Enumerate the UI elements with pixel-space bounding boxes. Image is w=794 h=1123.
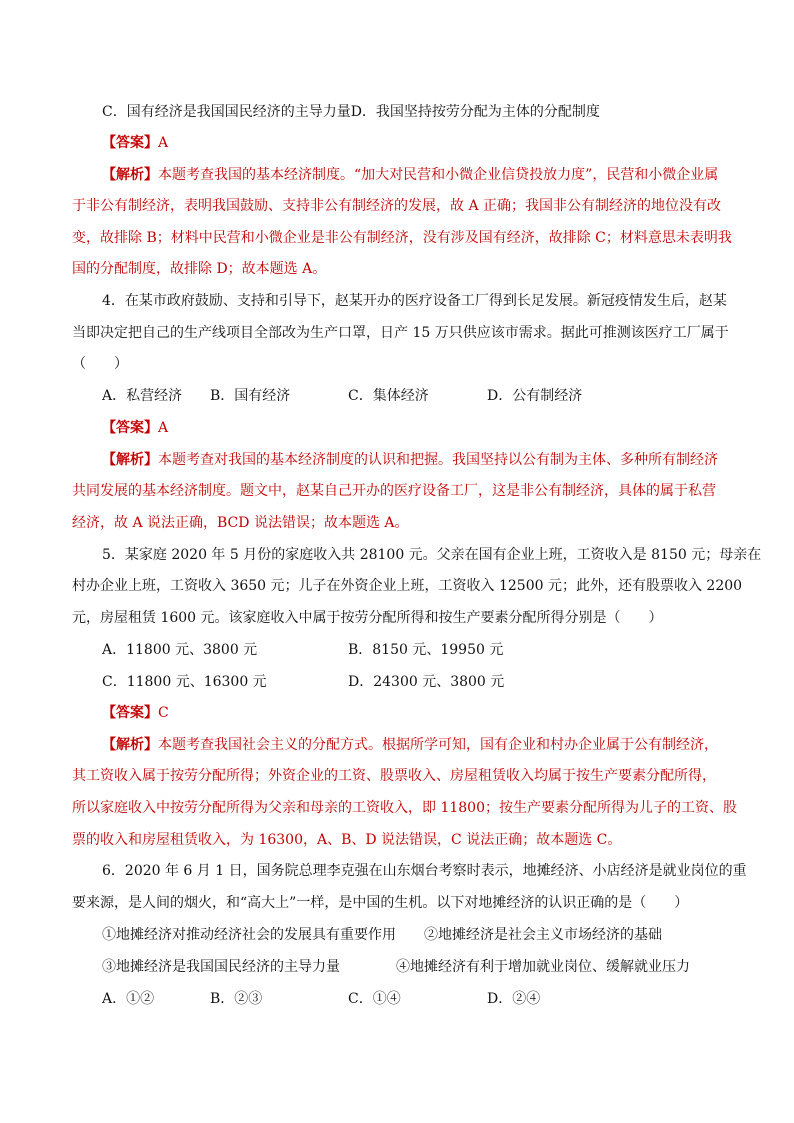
q6-option-d: D．②④ (487, 991, 541, 1007)
q5-analysis-line-2: 其工资收入属于按劳分配所得；外资企业的工资、股票收入、房屋租赁收入均属于按生产要素分配所得， (72, 768, 716, 784)
q4-stem-line-2: 当即决定把自己的生产线项目全部改为生产口罩，日产 15 万只供应该市需求。据此可推测该医疗工厂属于 (72, 325, 729, 341)
answer-value: A (158, 135, 169, 151)
answer-tag: 【答案】 (102, 420, 158, 436)
q5-stem-line-3: 元，房屋租赁 1600 元。该家庭收入中属于按劳分配所得和按生产要素分配所得分别是（ ） (72, 610, 663, 626)
q5-option-c: C．11800 元、16300 元 (102, 674, 267, 690)
q5-analysis-line-4: 票的收入和房屋租赁收入，为 16300，A、B、D 说法错误，C 说法正确；故本题选 C。 (72, 832, 622, 848)
answer-tag: 【答案】 (102, 135, 158, 151)
q5-option-b: B．8150 元、19950 元 (348, 642, 504, 658)
q4-analysis-line-1: 【解析】本题考查对我国的基本经济制度的认识和把握。我国坚持以公有制为主体、多种所有制经济 (102, 452, 718, 468)
q6-option-c: C．①④ (348, 991, 401, 1007)
q6-statement-1: ①地摊经济对推动经济社会的发展具有重要作用 (102, 927, 396, 943)
q3-analysis-line-1: 【解析】本题考查我国的基本经济制度。“加大对民营和小微企业信贷投放力度”，民营和小微企业属 (102, 167, 719, 183)
q4-option-b: B．国有经济 (210, 388, 291, 404)
q3-analysis-line-4: 国的分配制度，故排除 D；故本题选 A。 (72, 261, 327, 277)
q3-analysis-line-3: 变，故排除 B；材料中民营和小微企业是非公有制经济，没有涉及国有经济，故排除 C；材料意思未表明我 (72, 230, 732, 246)
q5-option-d: D．24300 元、3800 元 (348, 674, 505, 690)
q3-analysis-line-2: 于非公有制经济，表明我国鼓励、支持非公有制经济的发展，故 A 正确；我国非公有制经济的地位没有改 (72, 198, 722, 214)
q4-option-d: D．公有制经济 (487, 388, 583, 404)
q4-stem-line-1: 4．在某市政府鼓励、支持和引导下，赵某开办的医疗设备工厂得到长足发展。新冠疫情发生后，赵某 (102, 293, 727, 309)
q6-stem-line-1: 6．2020 年 6 月 1 日，国务院总理李克强在山东烟台考察时表示，地摊经济、小店经济是就业岗位的重 (102, 863, 747, 879)
q5-stem-line-1: 5．某家庭 2020 年 5 月份的家庭收入共 28100 元。父亲在国有企业上班，工资收入是 8150 元；母亲在 (102, 547, 762, 563)
q5-analysis-line-1: 【解析】本题考查我国社会主义的分配方式。根据所学可知，国有企业和村办企业属于公有制经济， (102, 737, 718, 753)
q3-options-cd: C．国有经济是我国国民经济的主导力量D．我国坚持按劳分配为主体的分配制度 (102, 104, 600, 120)
q5-answer (102, 704, 169, 722)
q5-option-a: A．11800 元、3800 元 (102, 642, 258, 658)
q4-option-a: A．私营经济 (102, 388, 183, 404)
q6-statement-3: ③地摊经济是我国国民经济的主导力量 (102, 959, 340, 975)
q6-stem-line-2: 要来源，是人间的烟火，和“高大上”一样，是中国的生机。以下对地摊经济的认识正确的是（ ） (72, 895, 689, 911)
q4-analysis-line-2: 共同发展的基本经济制度。题文中，赵某自己开办的医疗设备工厂，这是非公有制经济，具体的属于私营 (72, 483, 716, 499)
analysis-tag: 【解析】 (102, 167, 158, 183)
q4-analysis-line-3: 经济，故 A 说法正确，BCD 说法错误；故本题选 A。 (72, 515, 409, 531)
q6-option-a: A．①② (102, 991, 155, 1007)
q6-statement-4: ④地摊经济有利于增加就业岗位、缓解就业压力 (396, 959, 690, 975)
analysis-tag: 【解析】 (102, 737, 158, 753)
q5-stem-line-2: 村办企业上班，工资收入 3650 元；儿子在外资企业上班，工资收入 12500 元；此外，还有股票收入 2200 (72, 578, 743, 594)
q4-answer (102, 419, 168, 437)
analysis-tag: 【解析】 (102, 452, 158, 468)
answer-value: C (158, 705, 169, 721)
q5-analysis-line-3: 所以家庭收入中按劳分配所得为父亲和母亲的工资收入，即 11800；按生产要素分配所得为儿子的工资、股 (72, 800, 737, 816)
q6-statement-2: ②地摊经济是社会主义市场经济的基础 (424, 927, 662, 943)
q4-stem-line-3: （ ） (72, 356, 128, 372)
answer-tag: 【答案】 (102, 705, 158, 721)
q3-answer (102, 134, 168, 152)
answer-value: A (158, 420, 169, 436)
q4-option-c: C．集体经济 (348, 388, 429, 404)
q6-option-b: B．②③ (210, 991, 263, 1007)
